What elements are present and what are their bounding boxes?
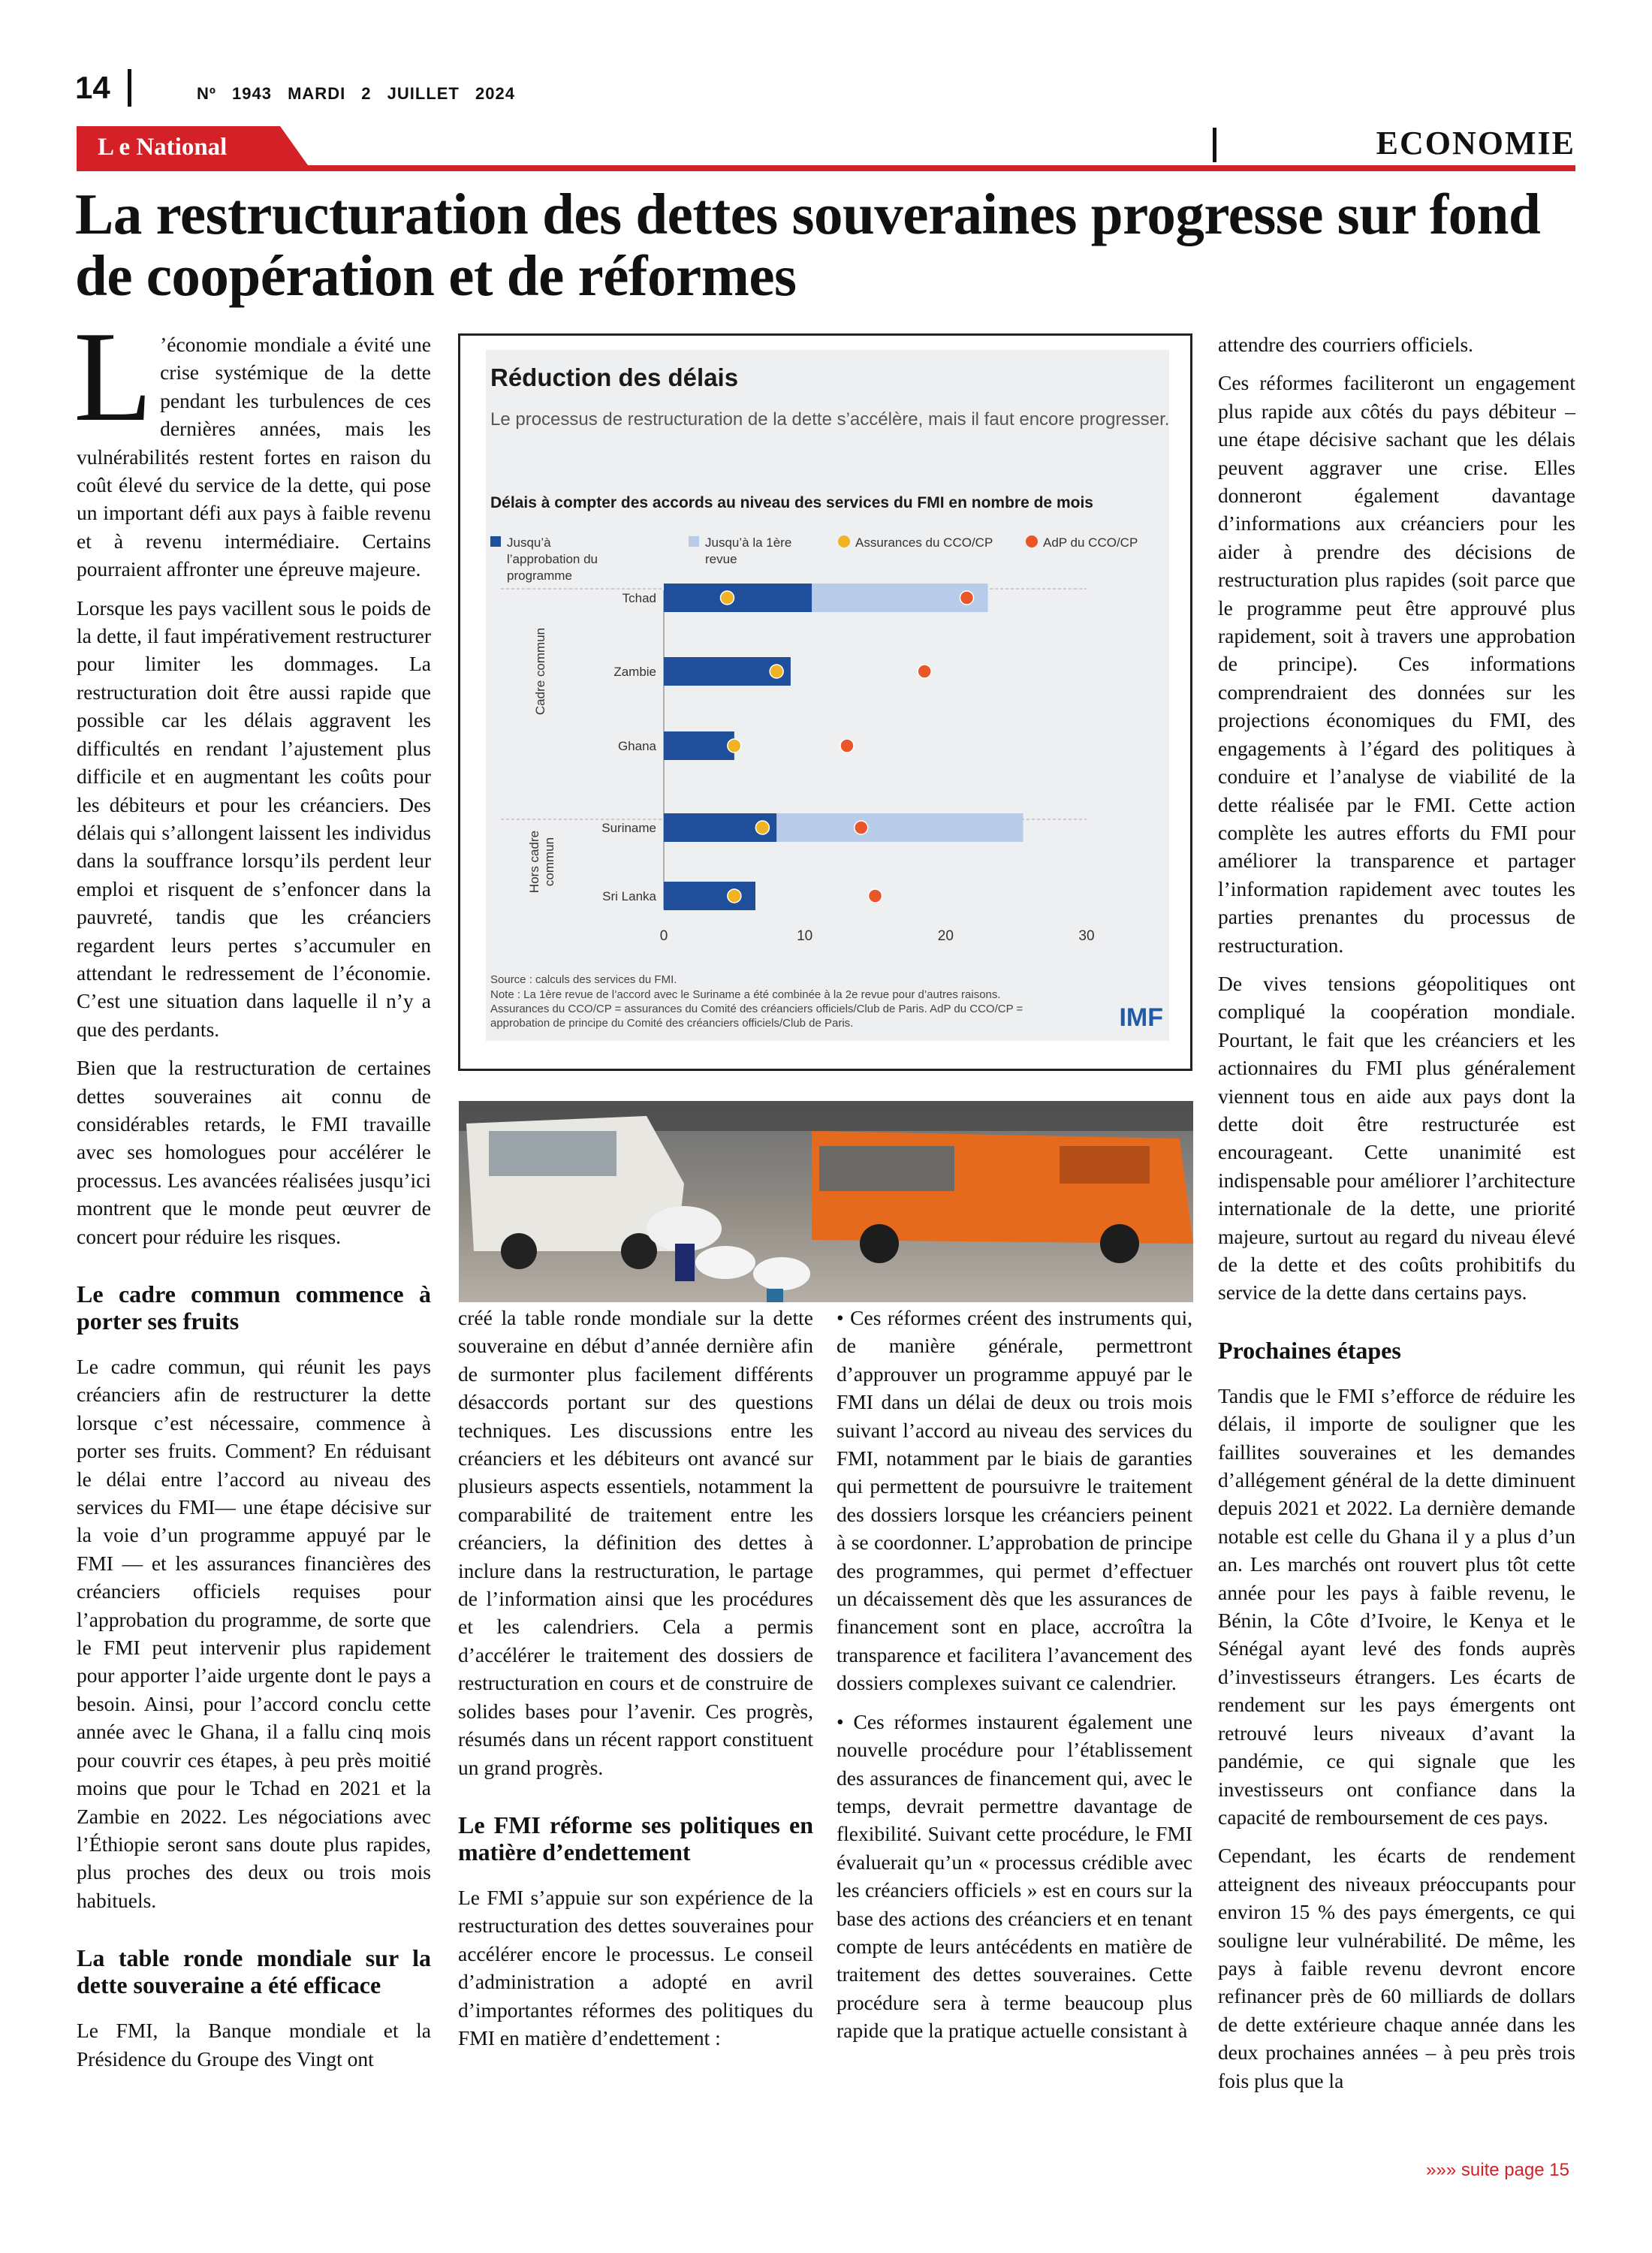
paragraph-text: ’économie mondiale a évité une crise systémique de la dette pendant les turbulences de ces dernières années, mais les vulnérabilités restent fortes en raison du coût élevé du service de la dette, qui pose un important défi aux pays à faible revenu et à revenu intermédiaire. Certains pourraient affronter une épreuve majeure. — [77, 333, 431, 581]
chart-plot — [501, 584, 1095, 944]
legend-dot — [838, 535, 850, 547]
dot-assurances — [770, 665, 783, 678]
x-tick-label: 30 — [1078, 928, 1095, 944]
legend-label: programme — [507, 569, 572, 583]
category-label: Tchad — [622, 591, 656, 605]
subheading: Prochaines étapes — [1218, 1336, 1401, 1364]
paragraph: créé la table ronde mondiale sur la dette souveraine en début d’année dernière afin de surmonter plus facilement différents désaccords portant sur des questions techniques. Les discussions entre les créanciers et les débiteurs ont avancé sur plusieurs aspects essentiels, notamment la comparabilité de traitement entre les créanciers, la définition des dettes à inclure dans la restructuration, le partage de l’information ainsi que les procédures et les calendriers. Cela a permis d’accélérer le traitement des dossiers de restructuration en cours et de construire de solides bases pour l’avenir. Ces progrès, résumés dans un récent rapport constituent un grand progrès. — [458, 1306, 813, 1779]
issue-date: Nº 1943 MARDI 2 JUILLET 2024 — [197, 84, 515, 103]
dot-adp — [960, 591, 973, 605]
group-label: commun — [542, 837, 556, 887]
paragraph: De vives tensions géopolitiques ont compliqué la coopération mondiale. Pourtant, le fait que les créanciers et les actionnaires du FMI plus généralement viennent tous en aide aux pays dont la dette doit être restructurée est encourageant. Cette unanimité est indispensable pour améliorer l’architecture internationale de la dette, une priorité majeure, surtout au regard du niveau élevé de la dette et des coûts prohibitifs du service de la dette dans certains pays. — [1218, 971, 1575, 1304]
chart-subtitle: Le processus de restructuration de la dette s’accélère, mais il faut encore progresser. — [490, 409, 1169, 430]
x-tick-label: 10 — [797, 928, 813, 944]
dot-adp — [840, 739, 854, 753]
continuation-link[interactable]: »»» suite page 15 — [1426, 2160, 1569, 2180]
legend-swatch — [490, 536, 501, 547]
paragraph: Le cadre commun, qui réunit les pays créanciers afin de restructurer la dette lorsque c’est nécessaire, commence à porter ses fruits. Comment? En réduisant le délai entre l’accord au niveau des services du FMI— une étape décisive sur la voie d’un programme appuyé par le FMI — et les assurances financières des créanciers officiels requises pour l’approbation du programme, de sorte que le FMI peut intervenir plus rapidement pour apporter l’aide urgente dont le pays a besoin. Ainsi, pour l’accord conclu cette année avec le Ghana, il a fallu cinq mois pour couvrir ces étapes, à peu près moitié moins que pour le Tchad en 2021 et la Zambie en 2022. Les négociations avec l’Éthiopie seront sans doute plus rapides, plus proches des deux ou trois mois habituels. — [77, 1355, 431, 1912]
dot-assurances — [728, 889, 741, 903]
category-label: Suriname — [601, 821, 656, 835]
chart-note-line: Assurances du CCO/CP = assurances du Comité des créanciers officiels/Club de Paris. AdP du CCO/CP = — [490, 1003, 1023, 1015]
paragraph: Cependant, les écarts de rendement atteignent des niveaux préoccupants pour environ 15 % des pays émergents, ce qui souligne leur vulnérabilité. De même, les pays à faible revenu devront encore refinancer près de 60 milliards de dollars de dette extérieure chaque année dans les deux prochaines années – à peu près trois fois plus que la — [1218, 1844, 1575, 2092]
group-label: Hors cadre — [527, 830, 541, 894]
category-label: Sri Lanka — [602, 889, 656, 903]
paragraph: Lorsque les pays vacillent sous le poids de la dette, il faut impérativement restructurer pour limiter les dommages. La restructuration doit être aussi rapide que possible car les délais aggravent les difficultés en rendant l’ajustement plus difficile et en augmentant les coûts pour les débiteurs et pour les créanciers. Des délais qui s’allongent laissent les individus dans la souffrance lorsqu’ils perdent leur emploi et risquent de s’enfoncer dans la pauvreté, tandis que les créanciers regardent leurs pertes s’accumuler en attendant le redressement de l’économie. C’est une situation dans laquelle il n’y a que des perdants. — [77, 596, 431, 1041]
section-divider — [1213, 128, 1216, 162]
x-tick-label: 20 — [937, 928, 954, 944]
legend-label: Assurances du CCO/CP — [855, 535, 993, 550]
bullet-paragraph: • Ces réformes créent des instruments qui, de manière générale, permettront d’approuver un programme appuyé par le FMI dans un délai de deux ou trois mois suivant l’accord au niveau des services du FMI, notamment par le biais de garanties qui permettent de poursuivre le traitement des dossiers lorsque les créanciers peinent à se coordonner. L’approbation de principe des programmes, qui permet d’effectuer un décaissement dès que les assurances de financement sont en place, accroîtra la transparence et facilitera l’avancement des dossiers complexes suivant ce calendrier. — [837, 1306, 1192, 1695]
dot-adp — [918, 665, 931, 678]
chart-note-line: approbation de principe du Comité des créanciers officiels/Club de Paris. — [490, 1017, 854, 1030]
dot-adp — [855, 821, 868, 834]
paragraph: Bien que la restructuration de certaines dettes souveraines ait connu de considérables retards, le FMI travaille avec ses homologues pour accélérer le processus. Les avancées réalisées jusqu’ici montrent que le monde peut œuvrer de concert pour réduire les risques. — [77, 1056, 431, 1248]
street-photo — [459, 1101, 1193, 1302]
legend-dot — [1026, 535, 1038, 547]
bullet-paragraph: • Ces réformes instaurent également une nouvelle procédure pour l’établissement des assurances de financement qui, avec le temps, devrait permettre davantage de flexibilité. Suivant cette procédure, le FMI évaluerait qu’un « processus crédible avec les créanciers officiels » est en cours sur la base des actions des créanciers et en tenant compte de leurs antécédents en matière de traitement des dettes souveraines. Cette procédure sera à terme beaucoup plus rapide que la pratique actuelle consistant à — [837, 1709, 1192, 2043]
chart-notes — [490, 988, 1023, 1030]
brand-name: L e National — [98, 134, 228, 161]
paragraph: Le FMI, la Banque mondiale et la Présidence du Groupe des Vingt ont — [77, 2019, 431, 2071]
dot-assurances — [755, 821, 769, 834]
x-tick-label: 0 — [659, 928, 668, 944]
subheading: Le FMI réforme ses politiques en matière d’endettement — [458, 1811, 813, 1865]
legend-label: AdP du CCO/CP — [1043, 535, 1138, 550]
article-column-3 — [837, 1304, 1192, 2055]
category-label: Ghana — [617, 739, 656, 753]
paragraph: Ces réformes faciliteront un engagement plus rapide aux côtés du pays débiteur – une étape décisive sachant que les délais peuvent aggraver une crise. Elles donneront également davantage d’informations aux créanciers pour les aider à prendre des décisions de restructuration plus rapides (soit parce que le programme peut être approuvé plus rapidement, soit à travers une approbation de principe). Ces informations comprendraient des données sur les projections économiques du FMI, des engagements à l’égard des politiques à conduire et l’analyse de viabilité de la dette réalisée par le FMI. Cette action complète les autres efforts du FMI pour améliorer la transparence et partager l’information rapidement avec toutes les parties prenantes du processus de restructuration. — [1218, 371, 1575, 957]
bar-program-approval — [664, 882, 755, 910]
header-rule — [77, 165, 1575, 171]
legend-swatch — [689, 536, 699, 547]
article-column-4 — [1218, 330, 1575, 2105]
chart-title: Réduction des délais — [490, 363, 739, 391]
headline: La restructuration des dettes souveraines progresse sur fond de coopération et de réformes — [75, 182, 1541, 308]
legend-label: Jusqu’à la 1ère — [705, 535, 792, 550]
delay-chart — [486, 350, 1169, 1041]
paragraph — [74, 306, 431, 584]
category-label: Zambie — [613, 665, 656, 679]
chart-source: Source : calculs des services du FMI. — [490, 973, 677, 986]
drop-cap: L — [74, 306, 153, 448]
subheading: Le cadre commun commence à porter ses fruits — [77, 1280, 431, 1335]
bar-program-approval — [664, 584, 812, 612]
chart-legend — [490, 535, 1138, 583]
article-column-1 — [74, 306, 431, 2083]
paragraph: Le FMI s’appuie sur son expérience de la restructuration des dettes souveraines pour accélérer encore le processus. Le conseil d’administration a adopté en avril d’importantes réformes des politiques du FMI en matière d’endettement : — [458, 1885, 813, 2049]
group-label: Cadre commun — [533, 627, 547, 716]
dot-assurances — [720, 591, 734, 605]
dot-assurances — [728, 739, 741, 753]
dot-adp — [869, 889, 882, 903]
chart-axis-title: Délais à compter des accords au niveau des services du FMI en nombre de mois — [490, 494, 1093, 511]
chart-note-line: Note : La 1ère revue de l’accord avec le Suriname a été combinée à la 2e revue pour d’autres raisons. — [490, 988, 1001, 1001]
page-number: 14 — [75, 70, 110, 105]
section-title: ECONOMIE — [1376, 125, 1575, 161]
legend-label: l’approbation du — [507, 552, 598, 566]
subheading: La table ronde mondiale sur la dette souveraine a été efficace — [77, 1944, 431, 1999]
imf-logo: IMF — [1119, 1003, 1163, 1032]
article-column-2 — [458, 1304, 813, 2062]
legend-label: Jusqu’à — [507, 535, 551, 550]
legend-label: revue — [705, 552, 737, 566]
paragraph: attendre des courriers officiels. — [1218, 333, 1474, 356]
page-number-divider — [128, 69, 131, 107]
paragraph: Tandis que le FMI s’efforce de réduire les délais, il importe de souligner que les faillites souveraines et les demandes d’allégement général de la dette diminuent depuis 2021 et 2022. La dernière demande notable est celle du Ghana il y a plus d’un an. Les marchés ont rouvert plus tôt cette année pour les pays à faible revenu, le Bénin, la Côte d’Ivoire, le Kenya et le Sénégal ayant levé des fonds auprès d’investisseurs étrangers. Les écarts de rendement sur les pays émergents ont retrouvé leurs niveaux d’avant la pandémie, ce qui signale que les investisseurs ont confiance dans la capacité de remboursement de ces pays. — [1218, 1383, 1575, 1829]
bar-program-approval — [664, 731, 734, 760]
